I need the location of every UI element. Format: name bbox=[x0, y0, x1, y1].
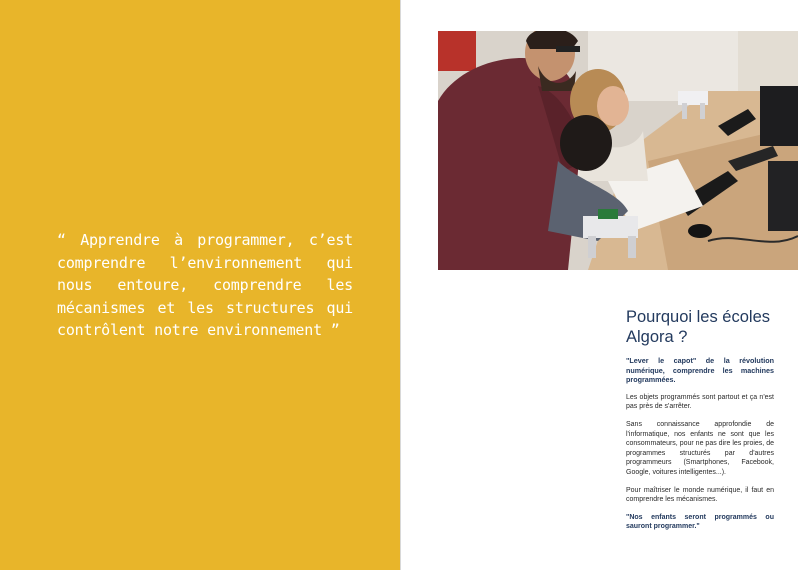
classroom-photo bbox=[438, 31, 798, 270]
body-paragraph: Pour maîtriser le monde numérique, il faut en comprendre les mécanismes. bbox=[626, 486, 774, 504]
classroom-photo-illustration bbox=[438, 31, 798, 270]
body-column bbox=[626, 356, 774, 540]
closing-statement: "Nos enfants seront programmés ou sauront programmer." bbox=[626, 513, 774, 531]
section-heading: Pourquoi les écoles Algora ? bbox=[626, 308, 771, 346]
pull-quote: “ Apprendre à programmer, c’est comprendre l’environnement qui nous entoure, comprendre les mécanismes et les structures qui contrôlent notre environnement ” bbox=[57, 231, 353, 339]
lead-paragraph: "Lever le capot" de la révolution numérique, comprendre les machines programmées. bbox=[626, 356, 774, 385]
body-paragraph: Sans connaissance approfondie de l'informatique, nos enfants ne sont que les consommateurs, pour ne pas dire les proies, de programmes structurés par d'autres programmeurs (Smartphones, Facebook, Google, voitures intelligentes...). bbox=[626, 420, 774, 476]
right-page bbox=[400, 0, 800, 570]
body-paragraph: Les objets programmés sont partout et ça n'est pas près de s'arrêter. bbox=[626, 393, 774, 411]
